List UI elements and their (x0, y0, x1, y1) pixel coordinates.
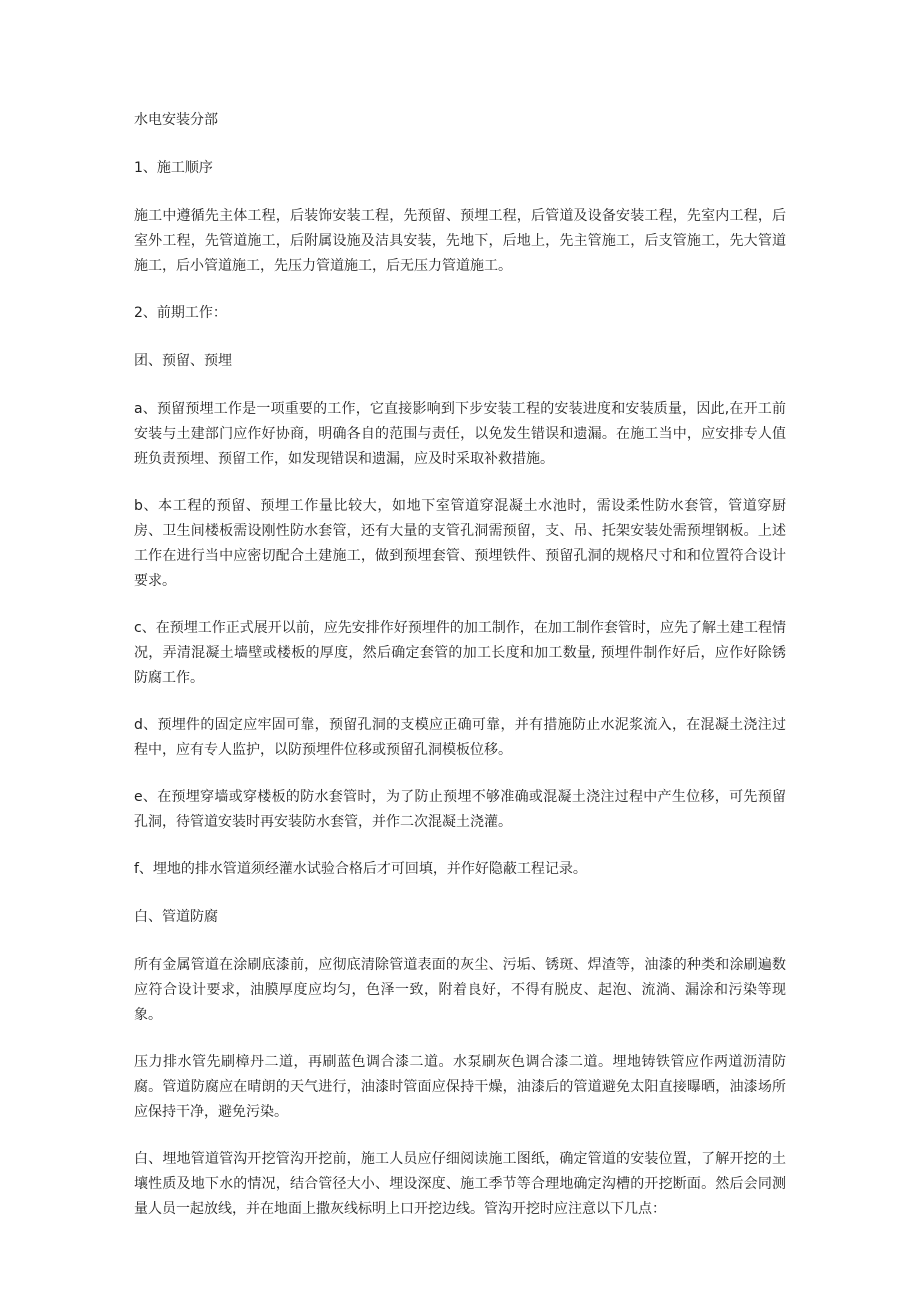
paragraph-item-d: d、预埋件的固定应牢固可靠，预留孔洞的支模应正确可靠，并有措施防止水泥浆流入，在混凝土浇注过程中，应有专人监护，以防预埋件位移或预留孔洞模板位移。 (134, 717, 786, 758)
paragraph-item-b: b、本工程的预留、预埋工作量比较大，如地下室管道穿混凝土水池时，需设柔性防水套管，管道穿厨房、卫生间楼板需设刚性防水套管，还有大量的支管孔洞需预留，支、吊、托架安装处需预埋钢板。上述工作在进行当中应密切配合土建施工，做到预埋套管、预埋铁件、预留孔洞的规格尺寸和和位置符合设计要求。 (134, 498, 786, 589)
document-title: 水电安装分部 (134, 112, 218, 128)
document-page (134, 108, 786, 1244)
paragraph-anticorrosion-1: 所有金属管道在涂刷底漆前，应彻底清除管道表面的灰尘、污垢、锈斑、焊渣等，油漆的种类和涂刷遍数应符合设计要求，油膜厚度应均匀，色泽一致，附着良好，不得有脱皮、起泡、流淌、漏涂和污染等现象。 (134, 957, 786, 1023)
paragraph-item-e: e、在预埋穿墙或穿楼板的防水套管时，为了防止预埋不够准确或混凝土浇注过程中产生位移，可先预留孔洞，待管道安装时再安装防水套管，并作二次混凝土浇灌。 (134, 789, 786, 830)
paragraph-trench-excavation: 白、埋地管道管沟开挖管沟开挖前，施工人员应仔细阅读施工图纸，确定管道的安装位置，了解开挖的土壤性质及地下水的情况，结合管径大小、埋设深度、施工季节等合理地确定沟槽的开挖断面。然后会同测量人员一起放线，并在地面上撒灰线标明上口开挖边线。管沟开挖时应注意以下几点： (134, 1151, 786, 1217)
paragraph-construction-sequence: 施工中遵循先主体工程，后装饰安装工程，先预留、预埋工程，后管道及设备安装工程，先室内工程，后室外工程，先管道施工，后附属设施及洁具安装，先地下，后地上，先主管施工，后支管施工，先大管道施工，后小管道施工，先压力管道施工，后无压力管道施工。 (134, 208, 786, 274)
paragraph-anticorrosion-2: 压力排水管先刷樟丹二道，再刷蓝色调合漆二道。水泵刷灰色调合漆二道。埋地铸铁管应作两道沥清防腐。管道防腐应在晴朗的天气进行，油漆时管面应保持干燥，油漆后的管道避免太阳直接曝晒，油漆场所应保持干净，避免污染。 (134, 1054, 786, 1120)
section-heading-construction-sequence: 1、施工顺序 (134, 160, 213, 176)
paragraph-item-c: c、在预埋工作正式展开以前，应先安排作好预埋件的加工制作，在加工制作套管时，应先了解土建工程情况，弄清混凝土墙壁或楼板的厚度，然后确定套管的加工长度和加工数量, 预埋件制作好后，应作好除锈防腐工作。 (134, 620, 786, 686)
subheading-reservation-embedding: 团、预留、预埋 (134, 353, 232, 369)
paragraph-item-f: f、埋地的排水管道须经灌水试验合格后才可回填，并作好隐蔽工程记录。 (134, 861, 587, 877)
paragraph-item-a: a、预留预埋工作是一项重要的工作，它直接影响到下步安装工程的安装进度和安装质量，因此,在开工前安装与土建部门应作好协商，明确各自的范围与责任，以免发生错误和遗漏。在施工当中，应安排专人值班负责预埋、预留工作，如发现错误和遗漏，应及时采取补救措施。 (134, 401, 786, 467)
subheading-pipe-anticorrosion: 白、管道防腐 (134, 909, 218, 925)
section-heading-preliminary-work: 2、前期工作： (134, 305, 227, 321)
